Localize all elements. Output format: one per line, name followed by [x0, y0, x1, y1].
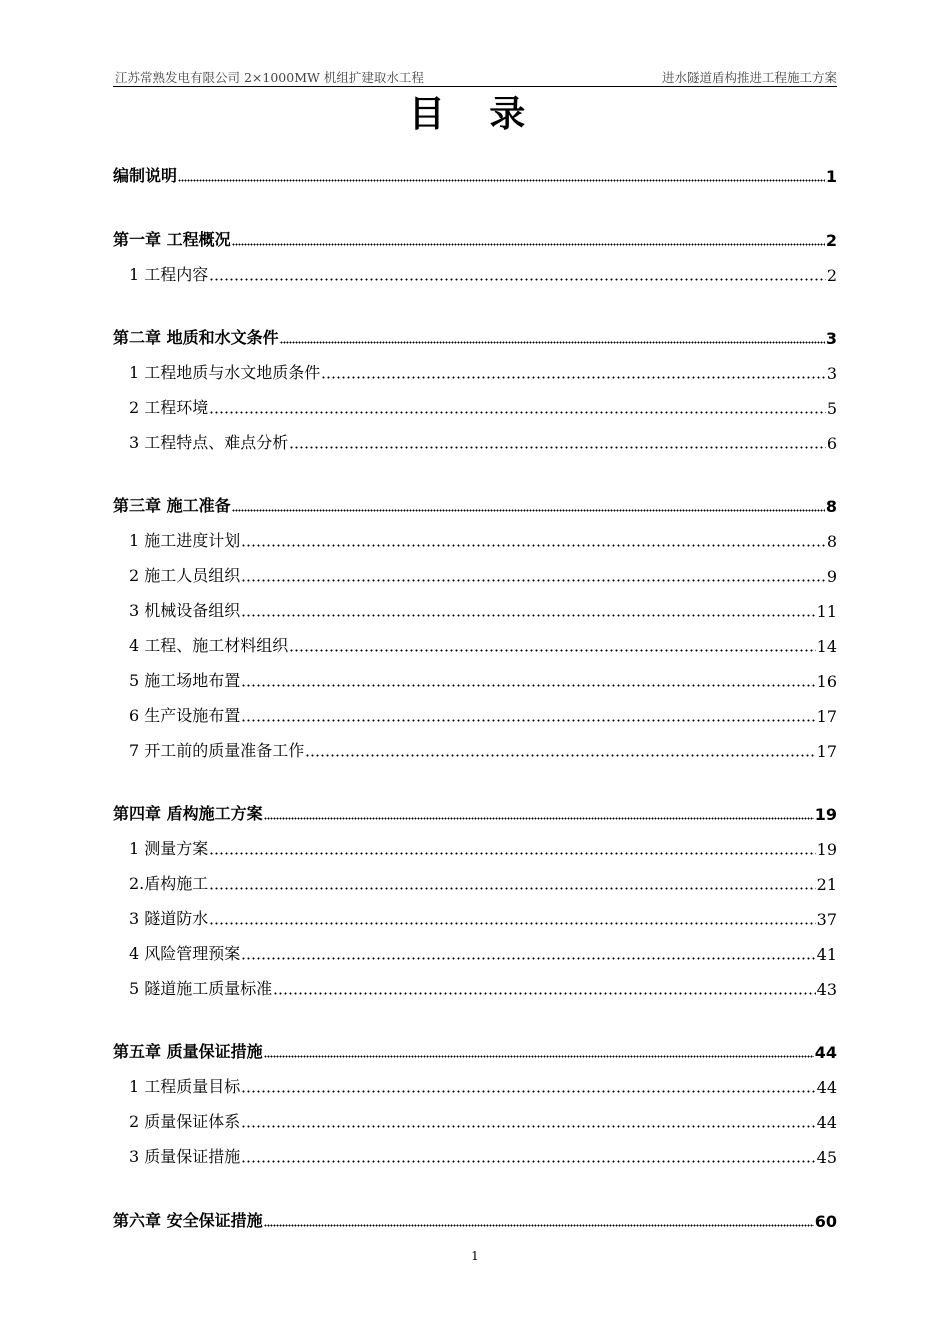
toc-section-2-2[interactable]: [113, 392, 837, 418]
toc-entry-page: 5: [826, 399, 837, 418]
dot-leader: [280, 341, 825, 344]
dot-leader: [321, 376, 826, 379]
toc-entry-label: 4 工程、施工材料组织: [129, 636, 289, 655]
toc-entry-page: 19: [816, 840, 837, 859]
toc-section-4-4[interactable]: [113, 938, 837, 964]
header-rule: [113, 86, 837, 87]
toc-entry-page: 17: [816, 742, 837, 761]
toc-section-3-2[interactable]: [113, 560, 837, 586]
toc-entry-label: 1 工程地质与水文地质条件: [129, 363, 321, 382]
toc-chapter-2[interactable]: [113, 322, 837, 348]
toc-entry-intro[interactable]: [113, 160, 837, 186]
dot-leader: [241, 579, 826, 582]
toc-entry-page: 2: [826, 266, 837, 285]
dot-leader: [209, 887, 815, 890]
toc-entry-label: 5 施工场地布置: [129, 671, 241, 690]
toc-entry-label: 第二章 地质和水文条件: [113, 328, 279, 347]
dot-leader: [241, 1125, 815, 1128]
toc-entry-label: 3 质量保证措施: [129, 1147, 241, 1166]
dot-leader: [264, 1055, 814, 1058]
toc-entry-page: 1: [825, 167, 837, 186]
toc-entry-label: 1 测量方案: [129, 839, 209, 858]
toc-entry-label: 2 施工人员组织: [129, 566, 241, 585]
toc-entry-label: 1 工程质量目标: [129, 1077, 241, 1096]
dot-leader: [232, 509, 825, 512]
dot-leader: [241, 957, 815, 960]
toc-entry-label: 3 隧道防水: [129, 909, 209, 928]
toc-section-3-5[interactable]: [113, 665, 837, 691]
dot-leader: [273, 992, 815, 995]
dot-leader: [241, 1090, 815, 1093]
toc-section-2-1[interactable]: [113, 357, 837, 383]
header-left: 江苏常熟发电有限公司 2×1000MW 机组扩建取水工程: [115, 70, 424, 85]
toc-entry-label: 第四章 盾构施工方案: [113, 804, 263, 823]
toc-section-4-3[interactable]: [113, 903, 837, 929]
toc-section-3-7[interactable]: [113, 735, 837, 761]
toc-entry-label: 3 机械设备组织: [129, 601, 241, 620]
toc-entry-page: 9: [826, 567, 837, 586]
toc-section-3-3[interactable]: [113, 595, 837, 621]
toc-entry-page: 3: [826, 364, 837, 383]
page-number: 1: [471, 1249, 479, 1263]
toc-entry-label: 2.盾构施工: [129, 874, 209, 893]
toc-entry-label: 6 生产设施布置: [129, 706, 241, 725]
toc-section-2-3[interactable]: [113, 427, 837, 453]
toc-entry-label: 4 风险管理预案: [129, 944, 241, 963]
toc-entry-label: 7 开工前的质量准备工作: [129, 741, 305, 760]
toc-chapter-4[interactable]: [113, 798, 837, 824]
toc-entry-page: 45: [816, 1148, 837, 1167]
toc-section-5-3[interactable]: [113, 1141, 837, 1167]
dot-leader: [209, 922, 815, 925]
toc-entry-label: 1 工程内容: [129, 265, 209, 284]
toc-entry-page: 41: [816, 945, 837, 964]
toc-entry-label: 第一章 工程概况: [113, 230, 231, 249]
toc-entry-page: 3: [825, 329, 837, 348]
toc-entry-page: 17: [816, 707, 837, 726]
toc-section-3-6[interactable]: [113, 700, 837, 726]
dot-leader: [178, 179, 825, 182]
dot-leader: [264, 1224, 814, 1227]
toc-entry-label: 2 质量保证体系: [129, 1112, 241, 1131]
toc-entry-page: 16: [816, 672, 837, 691]
dot-leader: [209, 411, 826, 414]
toc-section-4-5[interactable]: [113, 973, 837, 999]
toc-entry-page: 19: [814, 805, 837, 824]
toc-entry-page: 14: [816, 637, 837, 656]
toc-entry-page: 44: [816, 1078, 837, 1097]
page-title: 目 录: [408, 93, 542, 135]
toc-section-5-1[interactable]: [113, 1071, 837, 1097]
toc-chapter-1[interactable]: [113, 224, 837, 250]
toc-entry-page: 44: [816, 1113, 837, 1132]
dot-leader: [289, 649, 815, 652]
dot-leader: [241, 684, 815, 687]
toc-entry-label: 第三章 施工准备: [113, 496, 231, 515]
toc-entry-page: 8: [825, 497, 837, 516]
toc-entry-page: 60: [814, 1212, 837, 1231]
toc-entry-label: 第五章 质量保证措施: [113, 1042, 263, 1061]
toc-entry-page: 37: [816, 910, 837, 929]
dot-leader: [241, 544, 826, 547]
toc-entry-label: 5 隧道施工质量标准: [129, 979, 273, 998]
toc-section-4-2[interactable]: [113, 868, 837, 894]
toc-entry-page: 21: [816, 875, 837, 894]
toc-entry-page: 43: [816, 980, 837, 999]
toc-section-1-1[interactable]: [113, 259, 837, 285]
dot-leader: [209, 852, 815, 855]
toc-entry-page: 8: [826, 532, 837, 551]
dot-leader: [241, 614, 815, 617]
toc-entry-page: 6: [826, 434, 837, 453]
toc-entry-page: 2: [825, 231, 837, 250]
toc-section-5-2[interactable]: [113, 1106, 837, 1132]
toc-entry-label: 2 工程环境: [129, 398, 209, 417]
dot-leader: [209, 278, 826, 281]
toc-chapter-5[interactable]: [113, 1036, 837, 1062]
toc-section-3-4[interactable]: [113, 630, 837, 656]
toc-entry-page: 11: [816, 602, 837, 621]
dot-leader: [241, 719, 815, 722]
toc-chapter-3[interactable]: [113, 490, 837, 516]
toc-entry-label: 3 工程特点、难点分析: [129, 433, 289, 452]
toc-entry-label: 编制说明: [113, 166, 178, 185]
toc-entry-page: 44: [814, 1043, 837, 1062]
dot-leader: [289, 446, 826, 449]
dot-leader: [241, 1160, 815, 1163]
toc-chapter-6[interactable]: [113, 1205, 837, 1231]
dot-leader: [264, 817, 814, 820]
dot-leader: [232, 243, 825, 246]
dot-leader: [305, 754, 815, 757]
toc-entry-label: 1 施工进度计划: [129, 531, 241, 550]
toc-section-3-1[interactable]: [113, 525, 837, 551]
toc-entry-label: 第六章 安全保证措施: [113, 1211, 263, 1230]
header-right: 进水隧道盾构推进工程施工方案: [661, 70, 837, 85]
toc-section-4-1[interactable]: [113, 833, 837, 859]
